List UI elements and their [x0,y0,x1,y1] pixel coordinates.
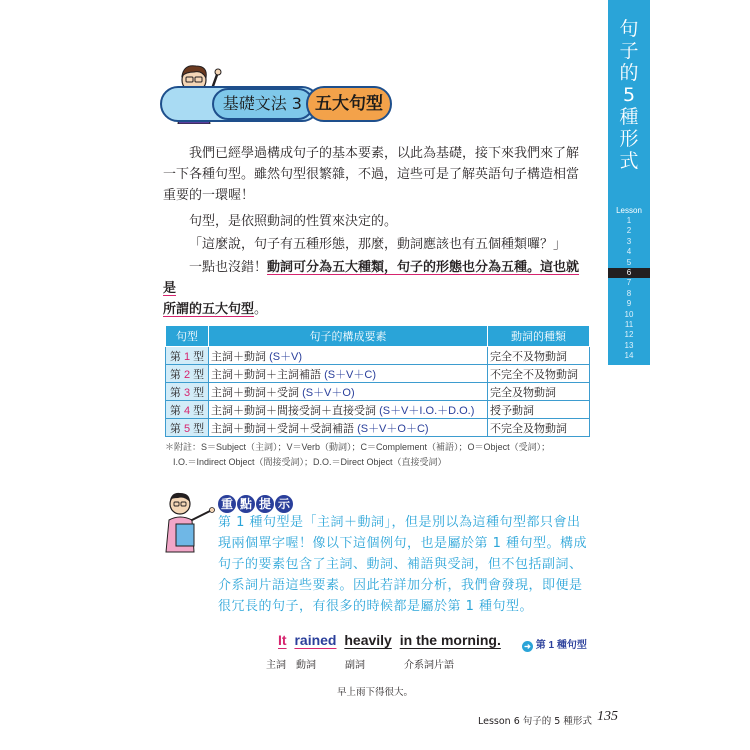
verb-kind-cell: 不完全及物動詞 [488,419,590,437]
table-row [166,383,590,401]
pattern-suffix: 型 [190,350,205,363]
label-adverb: 副詞 [345,660,365,671]
pattern-cell [166,401,209,419]
chapter-title-char: 的 [619,62,639,84]
example-adverb: heavily [344,632,392,648]
pattern-cell [166,347,209,365]
intro-paragraph-2: 句型，是依照動詞的性質來決定的。 [189,214,398,229]
lesson-number: 7 [626,278,632,288]
chapter-title-char: 種 [619,106,639,128]
keypoint-body: 第 1 種句型是「主詞＋動詞」，但是別以為這種句型都只會出現兩個單字喔！像以下這個例句，也是屬於第 1 種句型。構成句子的要素包含了主詞、動詞、補語與受詞，但不包括副詞、介系詞片語這些要素。因此若詳加分析，我們會發現，即便是很冗長的句子，有很多的時候都是屬於第 1 種句型。 [218,515,588,614]
elements-text: 主詞＋動詞＋受詞＋受詞補語 [211,422,354,435]
lesson-number: 1 [626,216,632,225]
elements-formula: (S＋V＋O) [302,386,355,399]
chapter-title-char: 5 [622,84,636,106]
pattern-badge-label: 第 1 種句型 [535,640,587,651]
elements-formula: (S＋V＋O＋C) [357,422,429,435]
intro-paragraph-3: 「這麼說，句子有五種形態，那麼，動詞應該也有五個種類囉？」 [189,237,567,252]
pattern-suffix: 型 [190,422,205,435]
elements-text: 主詞＋動詞＋主詞補語 [211,368,321,381]
lesson-number: 8 [626,288,632,298]
lesson-number: 9 [626,299,632,309]
elements-cell [209,365,488,383]
footer-lesson: Lesson 6 句子的 5 種形式 [478,716,592,727]
label-subject: 主詞 [266,660,286,671]
table-row [166,347,590,365]
note-line-2: I.O.＝Indirect Object（間接受詞）；D.O.＝Direct Object（直接受詞） [173,457,447,467]
table-row [166,401,590,419]
heading-prefix: 基礎文法 3 [212,88,314,120]
keypoint-header-char: 點 [237,495,255,513]
table-row [166,419,590,437]
lesson-number: 4 [626,247,632,257]
label-phrase: 介系詞片語 [404,660,454,671]
example-translation: 早上雨下得很大。 [336,687,413,698]
intro-paragraph-4 [163,257,588,320]
heading-title: 五大句型 [306,86,392,122]
lesson-label: Lesson [616,206,642,215]
chapter-title-char: 式 [619,150,639,172]
chapter-title [608,18,650,172]
example-sentence [278,632,505,648]
keypoint-header-char: 示 [275,495,293,513]
page-number: 135 [597,709,618,724]
chapter-title-char: 句 [619,18,639,40]
intro-emphasis-2: 所謂的五大句型 [163,302,255,317]
elements-cell [209,401,488,419]
lesson-number: 2 [626,226,632,236]
elements-text: 主詞＋動詞 [211,350,266,363]
table-row [166,365,590,383]
pattern-suffix: 型 [190,404,205,417]
example-verb: rained [294,632,337,648]
lesson-number: 5 [626,257,632,267]
elements-formula: (S＋V＋I.O.＋D.O.) [379,404,475,417]
sentence-pattern-table [165,325,590,437]
lesson-number: 13 [624,340,634,350]
verb-kind-cell: 不完全不及物動詞 [488,365,590,383]
pattern-number: 3 [183,386,191,399]
header-verb-kind: 動詞的種類 [488,326,590,347]
keypoint-header-char: 提 [256,495,274,513]
pattern-number: 5 [183,422,191,435]
header-pattern: 句型 [166,326,209,347]
lesson-number: 11 [624,319,634,329]
elements-cell [209,347,488,365]
note-line-1: ＊附註：S＝Subject（主詞）；V＝Verb（動詞）；C＝Complement（補語）；O＝Object（受詞）； [165,442,551,452]
pattern-prefix: 第 [169,404,184,417]
table-header-row [166,326,590,347]
pattern-number: 1 [183,350,191,363]
example-phrase: in the morning. [399,632,501,648]
elements-formula: (S＋V) [269,350,303,363]
pattern-number: 2 [183,368,191,381]
elements-cell [209,419,488,437]
label-verb: 動詞 [296,660,316,671]
abbreviation-note [165,440,595,470]
elements-text: 主詞＋動詞＋受詞 [211,386,299,399]
pattern-cell [166,419,209,437]
pointer-character-icon [160,490,216,554]
elements-cell [209,383,488,401]
pattern-suffix: 型 [190,386,205,399]
pattern-prefix: 第 [169,350,184,363]
intro-paragraph-1: 我們已經學過構成句子的基本要素，以此為基礎，接下來我們來了解一下各種句型。雖然句型很繁雜，不過，這些可是了解英語句子構造相當重要的一環喔！ [163,146,580,203]
elements-formula: (S＋V＋C) [324,368,377,381]
lesson-number: 3 [626,236,632,246]
lesson-number: 6 [608,268,650,278]
keypoint-header [218,493,294,513]
pattern-number: 4 [183,404,191,417]
lesson-number: 10 [624,309,634,319]
arrow-right-icon: ➜ [522,641,533,652]
header-elements: 句子的構成要素 [209,326,488,347]
chapter-title-char: 子 [619,40,639,62]
keypoint-header-char: 重 [218,495,236,513]
lesson-number: 14 [624,351,634,361]
lesson-number: 12 [624,330,634,340]
pattern-prefix: 第 [169,386,184,399]
verb-kind-cell: 完全及物動詞 [488,383,590,401]
pattern-prefix: 第 [169,422,184,435]
pattern-badge [522,636,587,652]
pattern-suffix: 型 [190,368,205,381]
intro-lead: 一點也沒錯！ [189,260,268,275]
example-subject: It [278,632,287,648]
verb-kind-cell: 授予動詞 [488,401,590,419]
verb-kind-cell: 完全不及物動詞 [488,347,590,365]
elements-text: 主詞＋動詞＋間接受詞＋直接受詞 [211,404,376,417]
intro-end: 。 [254,302,268,317]
pattern-prefix: 第 [169,368,184,381]
pattern-cell [166,383,209,401]
lesson-index [608,216,650,361]
chapter-title-char: 形 [619,128,639,150]
pattern-cell [166,365,209,383]
intro-emphasis: 動詞可分為五大種類，句子的形態也分為五種。這也就是 [163,260,580,296]
